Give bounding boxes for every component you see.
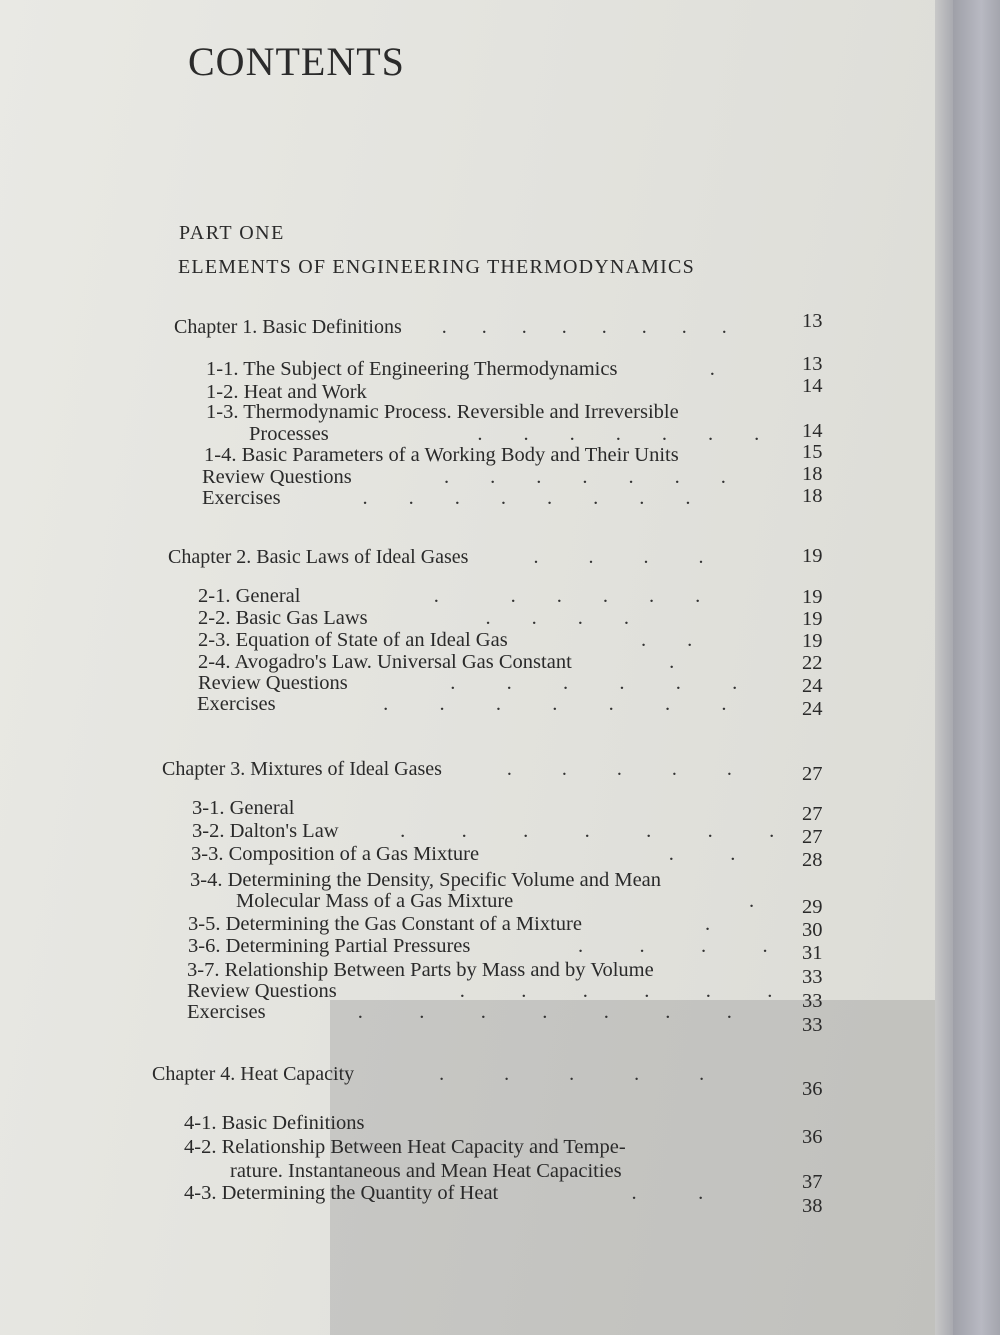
section-title: Review Questions xyxy=(202,466,352,488)
leader-dots: . xyxy=(617,358,715,380)
section-title: Basic Gas Laws xyxy=(235,607,368,629)
part-title: ELEMENTS OF ENGINEERING THERMODYNAMICS xyxy=(178,256,695,278)
section-number: 4-1. xyxy=(184,1112,217,1134)
section-number: 2-3. xyxy=(198,629,231,651)
section-title: Determining the Quantity of Heat xyxy=(221,1182,499,1204)
chapter-title: Chapter 3. Mixtures of Ideal Gases xyxy=(162,758,442,780)
section-entry-continued xyxy=(249,423,759,445)
leader-dots: . . xyxy=(479,843,736,865)
section-title: Determining the Gas Constant of a Mixture xyxy=(225,913,582,935)
chapter-title: Chapter 1. Basic Definitions xyxy=(174,316,402,338)
page-number: 15 xyxy=(802,441,823,463)
page-number: 18 xyxy=(802,463,823,485)
section-title: Processes xyxy=(249,423,329,445)
section-entry[interactable] xyxy=(191,843,735,865)
section-title: rature. Instantaneous and Mean Heat Capacities xyxy=(230,1160,622,1182)
section-title: Determining the Density, Specific Volume and Mean xyxy=(227,869,662,891)
section-number: 1-4. xyxy=(204,444,237,466)
page-number: 14 xyxy=(802,375,823,397)
section-number: 3-3. xyxy=(191,843,224,865)
section-entry[interactable] xyxy=(204,444,679,466)
leader-dots: . . xyxy=(498,1182,704,1204)
section-title: Dalton's Law xyxy=(229,820,339,842)
section-title: Review Questions xyxy=(187,980,337,1002)
leader-dots: . . . . . . . xyxy=(338,820,775,842)
section-title: Heat and Work xyxy=(243,381,367,403)
leader-dots: . . xyxy=(507,629,693,651)
page-number: 33 xyxy=(802,1014,823,1036)
chapter-3-entry[interactable] xyxy=(162,758,732,780)
section-title: Relationship Between Parts by Mass and by Volume xyxy=(224,959,654,981)
leader-dots: . xyxy=(513,890,755,912)
section-entry[interactable] xyxy=(184,1182,703,1204)
page-number: 37 xyxy=(802,1171,823,1193)
section-number: 2-4. xyxy=(198,651,231,673)
section-entry[interactable] xyxy=(197,693,727,715)
leader-dots: . xyxy=(581,913,711,935)
section-entry[interactable] xyxy=(198,629,692,651)
section-title: Exercises xyxy=(197,693,276,715)
section-entry[interactable] xyxy=(206,358,715,380)
section-number: 2-2. xyxy=(198,607,231,629)
leader-dots: . . . . xyxy=(470,935,768,957)
leader-dots: . . . . . . . xyxy=(351,466,726,488)
leader-dots: . . . . . xyxy=(354,1063,705,1085)
section-number: 3-2. xyxy=(192,820,225,842)
page-number: 27 xyxy=(802,803,823,825)
section-number: 3-7. xyxy=(187,959,220,981)
page-number: 19 xyxy=(802,630,823,652)
page-number: 33 xyxy=(802,966,823,988)
section-title: Equation of State of an Ideal Gas xyxy=(235,629,508,651)
leader-dots: . . . . xyxy=(367,607,630,629)
section-entry[interactable] xyxy=(184,1136,626,1158)
section-entry[interactable] xyxy=(184,1112,365,1134)
page-number: 19 xyxy=(802,586,823,608)
page-number: 29 xyxy=(802,896,823,918)
leader-dots: . xyxy=(571,651,675,673)
section-entry[interactable] xyxy=(192,820,774,842)
leader-dots: . . . . . . . . xyxy=(401,316,727,338)
chapter-title: Chapter 4. Heat Capacity xyxy=(152,1063,355,1085)
section-number: 3-5. xyxy=(188,913,221,935)
section-number: 1-2. xyxy=(206,381,239,403)
page-number: 19 xyxy=(802,545,823,567)
section-number: 1-1. xyxy=(206,358,239,380)
page-number: 38 xyxy=(802,1195,823,1217)
chapter-title: Chapter 2. Basic Laws of Ideal Gases xyxy=(168,546,469,568)
section-entry[interactable] xyxy=(198,607,629,629)
section-entry-continued xyxy=(230,1160,622,1182)
section-title: Molecular Mass of a Gas Mixture xyxy=(236,890,514,912)
section-entry[interactable] xyxy=(187,959,654,981)
section-number: 2-1. xyxy=(198,585,231,607)
page-number: 19 xyxy=(802,608,823,630)
section-entry[interactable] xyxy=(192,797,294,819)
section-title: Composition of a Gas Mixture xyxy=(228,843,480,865)
section-entry[interactable] xyxy=(202,466,726,488)
section-title: Relationship Between Heat Capacity and Tempe- xyxy=(221,1136,626,1158)
page-number: 30 xyxy=(802,919,823,941)
section-entry[interactable] xyxy=(188,913,710,935)
section-number: 3-1. xyxy=(192,797,225,819)
page-number: 13 xyxy=(802,353,823,375)
leader-dots: . . . . . . xyxy=(300,585,701,607)
section-title: Determining Partial Pressures xyxy=(225,935,471,957)
section-entry-continued xyxy=(236,890,754,912)
book-cover xyxy=(953,0,1000,1335)
leader-dots: . . . . . . . xyxy=(328,423,760,445)
leader-dots: . . . . . xyxy=(441,758,732,780)
page-number: 36 xyxy=(802,1126,823,1148)
section-title: The Subject of Engineering Thermodynamics xyxy=(243,358,618,380)
section-number: 4-2. xyxy=(184,1136,217,1158)
page-number: 31 xyxy=(802,942,823,964)
section-entry[interactable] xyxy=(202,487,691,509)
page-number: 24 xyxy=(802,675,823,697)
section-entry[interactable] xyxy=(206,381,367,403)
section-entry[interactable] xyxy=(187,980,772,1002)
section-title: Basic Parameters of a Working Body and Their Units xyxy=(241,444,679,466)
leader-dots: . . . . . . . . xyxy=(280,487,691,509)
page-number: 24 xyxy=(802,698,823,720)
section-number: 3-6. xyxy=(188,935,221,957)
page-number: 27 xyxy=(802,763,823,785)
page-number: 36 xyxy=(802,1078,823,1100)
section-number: 1-3. xyxy=(206,401,239,423)
section-entry[interactable] xyxy=(198,672,737,694)
section-title: Basic Definitions xyxy=(221,1112,365,1134)
section-title: General xyxy=(229,797,295,819)
section-entry[interactable] xyxy=(190,869,661,891)
chapter-2-entry[interactable] xyxy=(168,546,703,568)
page-number: 27 xyxy=(802,826,823,848)
page-number: 22 xyxy=(802,652,823,674)
section-title: Exercises xyxy=(187,1001,266,1023)
section-title: Avogadro's Law. Universal Gas Constant xyxy=(234,651,572,673)
chapter-4-entry[interactable] xyxy=(152,1063,704,1085)
leader-dots: . . . . . . . xyxy=(265,1001,732,1023)
page-number: 14 xyxy=(802,420,823,442)
section-entry[interactable] xyxy=(198,651,674,673)
section-title: Review Questions xyxy=(198,672,348,694)
leader-dots: . . . . . . . xyxy=(275,693,727,715)
section-title: Thermodynamic Process. Reversible and Irreversible xyxy=(243,401,679,423)
section-title: General xyxy=(235,585,301,607)
section-number: 3-4. xyxy=(190,869,223,891)
part-label: PART ONE xyxy=(179,222,285,244)
page-number: 13 xyxy=(802,310,823,332)
leader-dots: . . . . . . xyxy=(347,672,738,694)
page-edge xyxy=(935,0,953,1335)
section-number: 4-3. xyxy=(184,1182,217,1204)
leader-dots: . . . . . . xyxy=(336,980,773,1002)
page-number: 18 xyxy=(802,485,823,507)
page-number: 28 xyxy=(802,849,823,871)
page-number: 33 xyxy=(802,990,823,1012)
leader-dots: . . . . xyxy=(468,546,704,568)
section-entry[interactable] xyxy=(198,585,700,607)
section-title: Exercises xyxy=(202,487,281,509)
page-title: CONTENTS xyxy=(188,39,405,84)
chapter-1-entry[interactable] xyxy=(174,316,727,338)
section-entry[interactable] xyxy=(187,1001,732,1023)
section-entry[interactable] xyxy=(206,401,679,423)
section-entry[interactable] xyxy=(188,935,768,957)
